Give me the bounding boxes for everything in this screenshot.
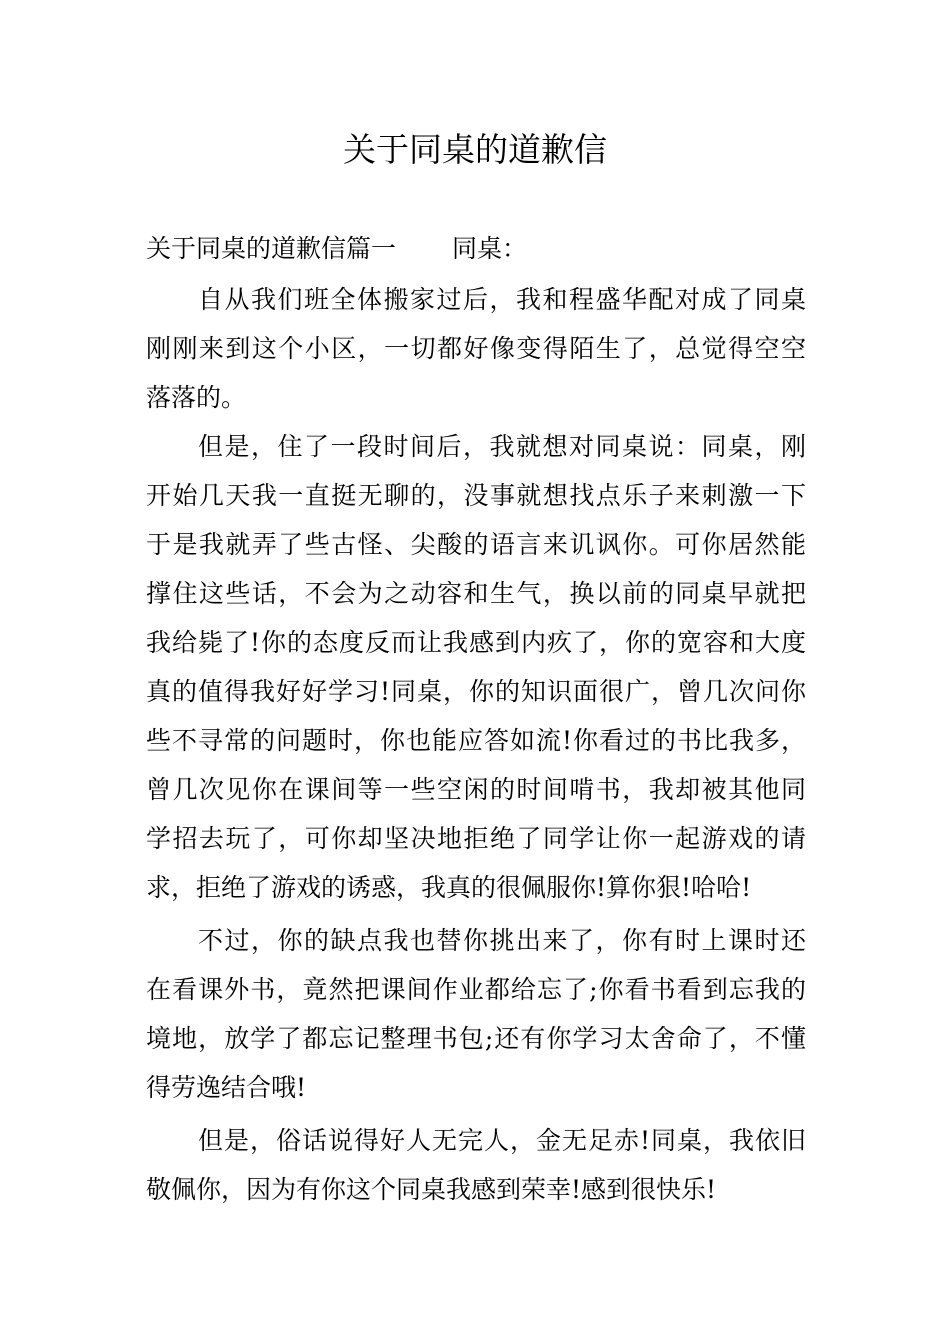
page-title: 关于同桌的道歉信 bbox=[343, 130, 607, 169]
paragraph-1-line-2: 刚刚来到这个小区，一切都好像变得陌生了，总觉得空空 bbox=[146, 334, 806, 363]
paragraph-2-line-2: 开始几天我一直挺无聊的，没事就想找点乐子来刺激一下 bbox=[146, 481, 806, 510]
paragraph-3-line-2: 在看课外书，竟然把课间作业都给忘了;你看书看到忘我的 bbox=[146, 975, 806, 1004]
paragraph-2-line-5: 我给毙了!你的态度反而让我感到内疚了，你的宽容和大度 bbox=[146, 628, 806, 657]
paragraph-2-line-4: 撑住这些话，不会为之动容和生气，换以前的同桌早就把 bbox=[146, 579, 806, 608]
paragraph-2-line-7: 些不寻常的问题时，你也能应答如流!你看过的书比我多， bbox=[146, 726, 806, 755]
paragraph-2-line-6: 真的值得我好好学习!同桌，你的知识面很广，曾几次问你 bbox=[146, 677, 806, 706]
section-heading: 关于同桌的道歉信篇一 bbox=[146, 234, 397, 263]
paragraph-3-line-1: 不过，你的缺点我也替你挑出来了，你有时上课时还 bbox=[198, 926, 806, 955]
paragraph-1-line-1: 自从我们班全体搬家过后，我和程盛华配对成了同桌 bbox=[198, 285, 806, 314]
paragraph-3-line-3: 境地，放学了都忘记整理书包;还有你学习太舍命了，不懂 bbox=[146, 1024, 806, 1053]
paragraph-4-line-1: 但是，俗话说得好人无完人，金无足赤!同桌，我依旧 bbox=[198, 1126, 806, 1155]
section-heading-line bbox=[146, 225, 528, 273]
paragraph-2-line-8: 曾几次见你在课间等一些空闲的时间啃书，我却被其他同 bbox=[146, 775, 806, 804]
paragraph-2-line-9: 学招去玩了，可你却坚决地拒绝了同学让你一起游戏的请 bbox=[146, 824, 806, 853]
paragraph-1-line-3: 落落的。 bbox=[146, 383, 247, 412]
salutation: 同桌： bbox=[452, 234, 528, 263]
paragraph-4-line-2: 敬佩你，因为有你这个同桌我感到荣幸!感到很快乐! bbox=[146, 1175, 717, 1204]
paragraph-2-line-10: 求，拒绝了游戏的诱惑，我真的很佩服你!算你狠!哈哈! bbox=[146, 873, 752, 902]
paragraph-3-line-4: 得劳逸结合哦! bbox=[146, 1073, 307, 1102]
paragraph-2-line-1: 但是，住了一段时间后，我就想对同桌说：同桌，刚 bbox=[198, 432, 806, 461]
paragraph-2-line-3: 于是我就弄了些古怪、尖酸的语言来讥讽你。可你居然能 bbox=[146, 530, 806, 559]
